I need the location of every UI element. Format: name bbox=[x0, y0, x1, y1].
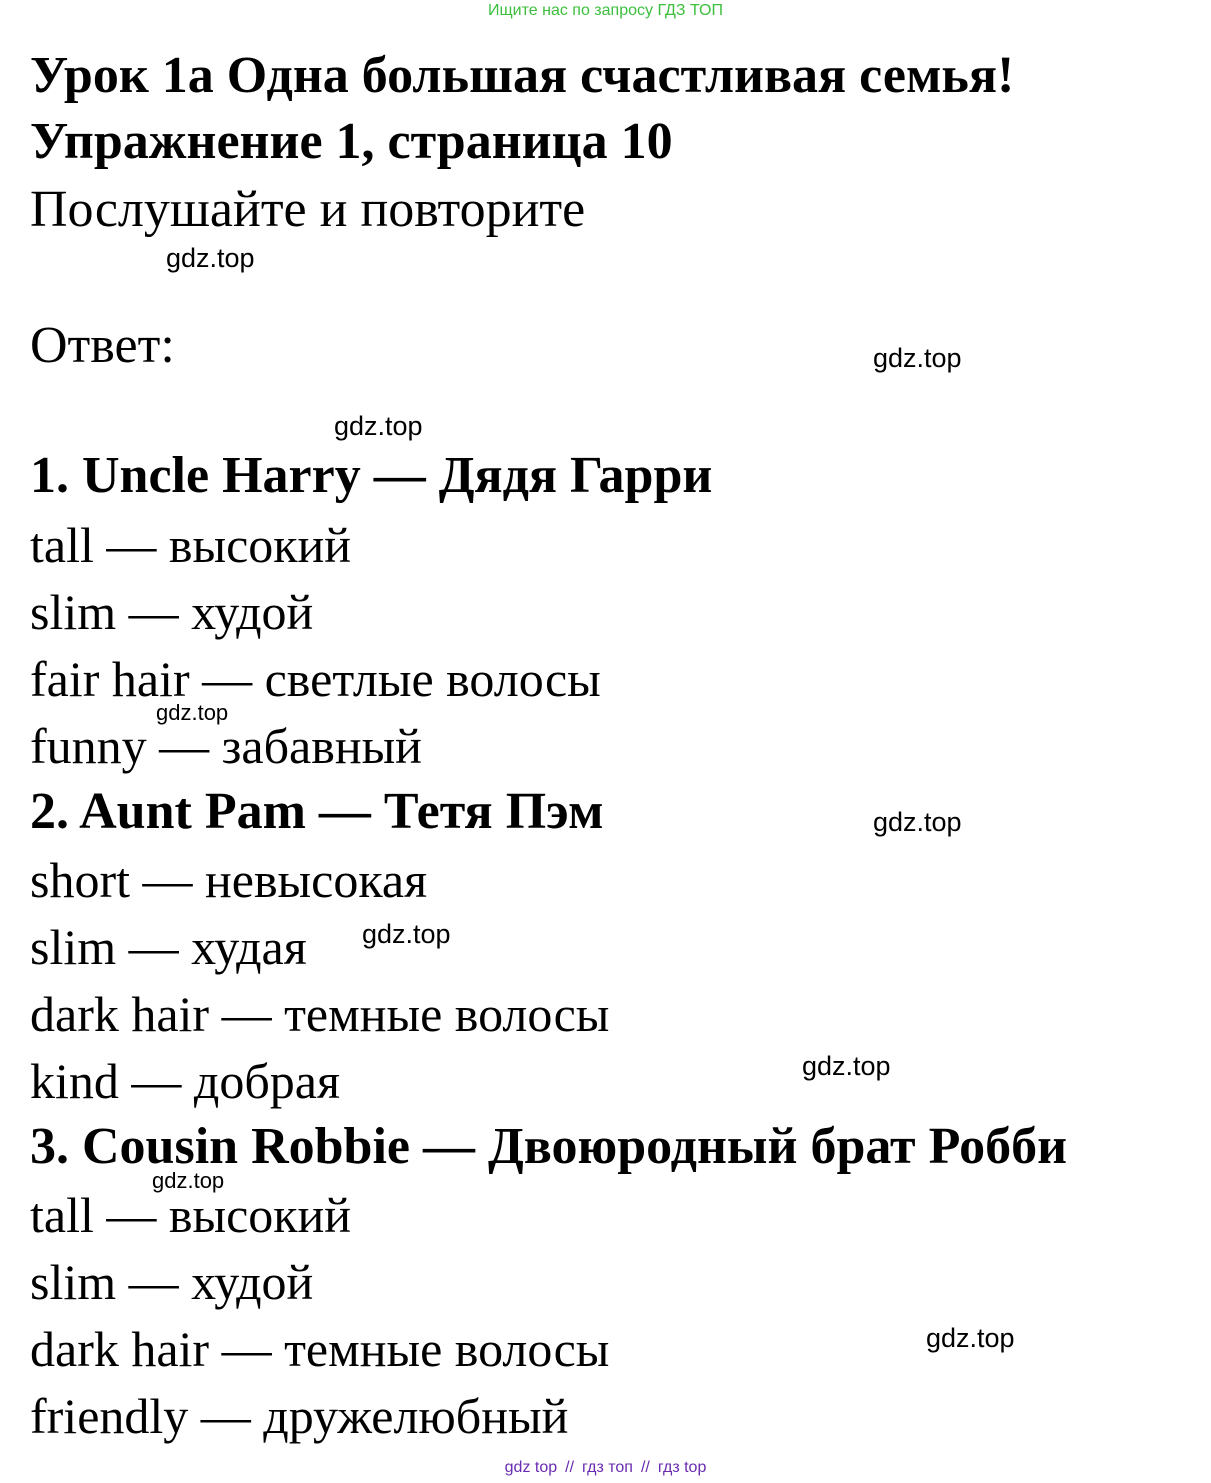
footer-links bbox=[0, 1459, 1211, 1477]
answer-label: Ответ: bbox=[30, 317, 175, 374]
list-item: slim — худая bbox=[30, 919, 307, 975]
watermark: gdz.top bbox=[802, 1051, 891, 1081]
watermark: gdz.top bbox=[873, 343, 962, 373]
section-heading-cousin-robbie: 3. Cousin Robbie — Двоюродный брат Робби bbox=[30, 1118, 1068, 1175]
list-item: friendly — дружелюбный bbox=[30, 1388, 569, 1444]
watermark: gdz.top bbox=[926, 1323, 1015, 1353]
lesson-title: Урок 1a Одна большая счастливая семья! bbox=[30, 47, 1015, 104]
exercise-title: Упражнение 1, страница 10 bbox=[30, 113, 673, 170]
list-item: tall — высокий bbox=[30, 1187, 352, 1243]
list-item: tall — высокий bbox=[30, 517, 352, 573]
footer-link[interactable]: гдз топ bbox=[582, 1459, 633, 1476]
list-item: kind — добрая bbox=[30, 1053, 340, 1109]
section-heading-uncle-harry: 1. Uncle Harry — Дядя Гарри bbox=[30, 447, 713, 504]
list-item: dark hair — темные волосы bbox=[30, 1321, 610, 1377]
footer-link[interactable]: гдз top bbox=[657, 1459, 707, 1476]
watermark: gdz.top bbox=[166, 243, 255, 273]
footer-link[interactable]: gdz top bbox=[504, 1459, 558, 1476]
list-item: dark hair — темные волосы bbox=[30, 986, 610, 1042]
watermark: gdz.top bbox=[156, 700, 229, 725]
footer-separator: // bbox=[565, 1459, 575, 1476]
list-item: slim — худой bbox=[30, 1254, 314, 1310]
top-banner[interactable]: Ищите нас по запросу ГДЗ ТОП bbox=[488, 2, 723, 19]
watermark: gdz.top bbox=[362, 919, 451, 949]
list-item: funny — забавный bbox=[30, 718, 422, 774]
list-item: short — невысокая bbox=[30, 852, 428, 908]
list-item: slim — худой bbox=[30, 584, 314, 640]
instruction-text: Послушайте и повторите bbox=[30, 181, 586, 238]
watermark: gdz.top bbox=[152, 1168, 225, 1193]
section-heading-aunt-pam: 2. Aunt Pam — Тетя Пэм bbox=[30, 783, 604, 840]
watermark: gdz.top bbox=[873, 807, 962, 837]
watermark: gdz.top bbox=[334, 411, 423, 441]
footer-separator: // bbox=[640, 1459, 650, 1476]
list-item: fair hair — светлые волосы bbox=[30, 651, 601, 707]
